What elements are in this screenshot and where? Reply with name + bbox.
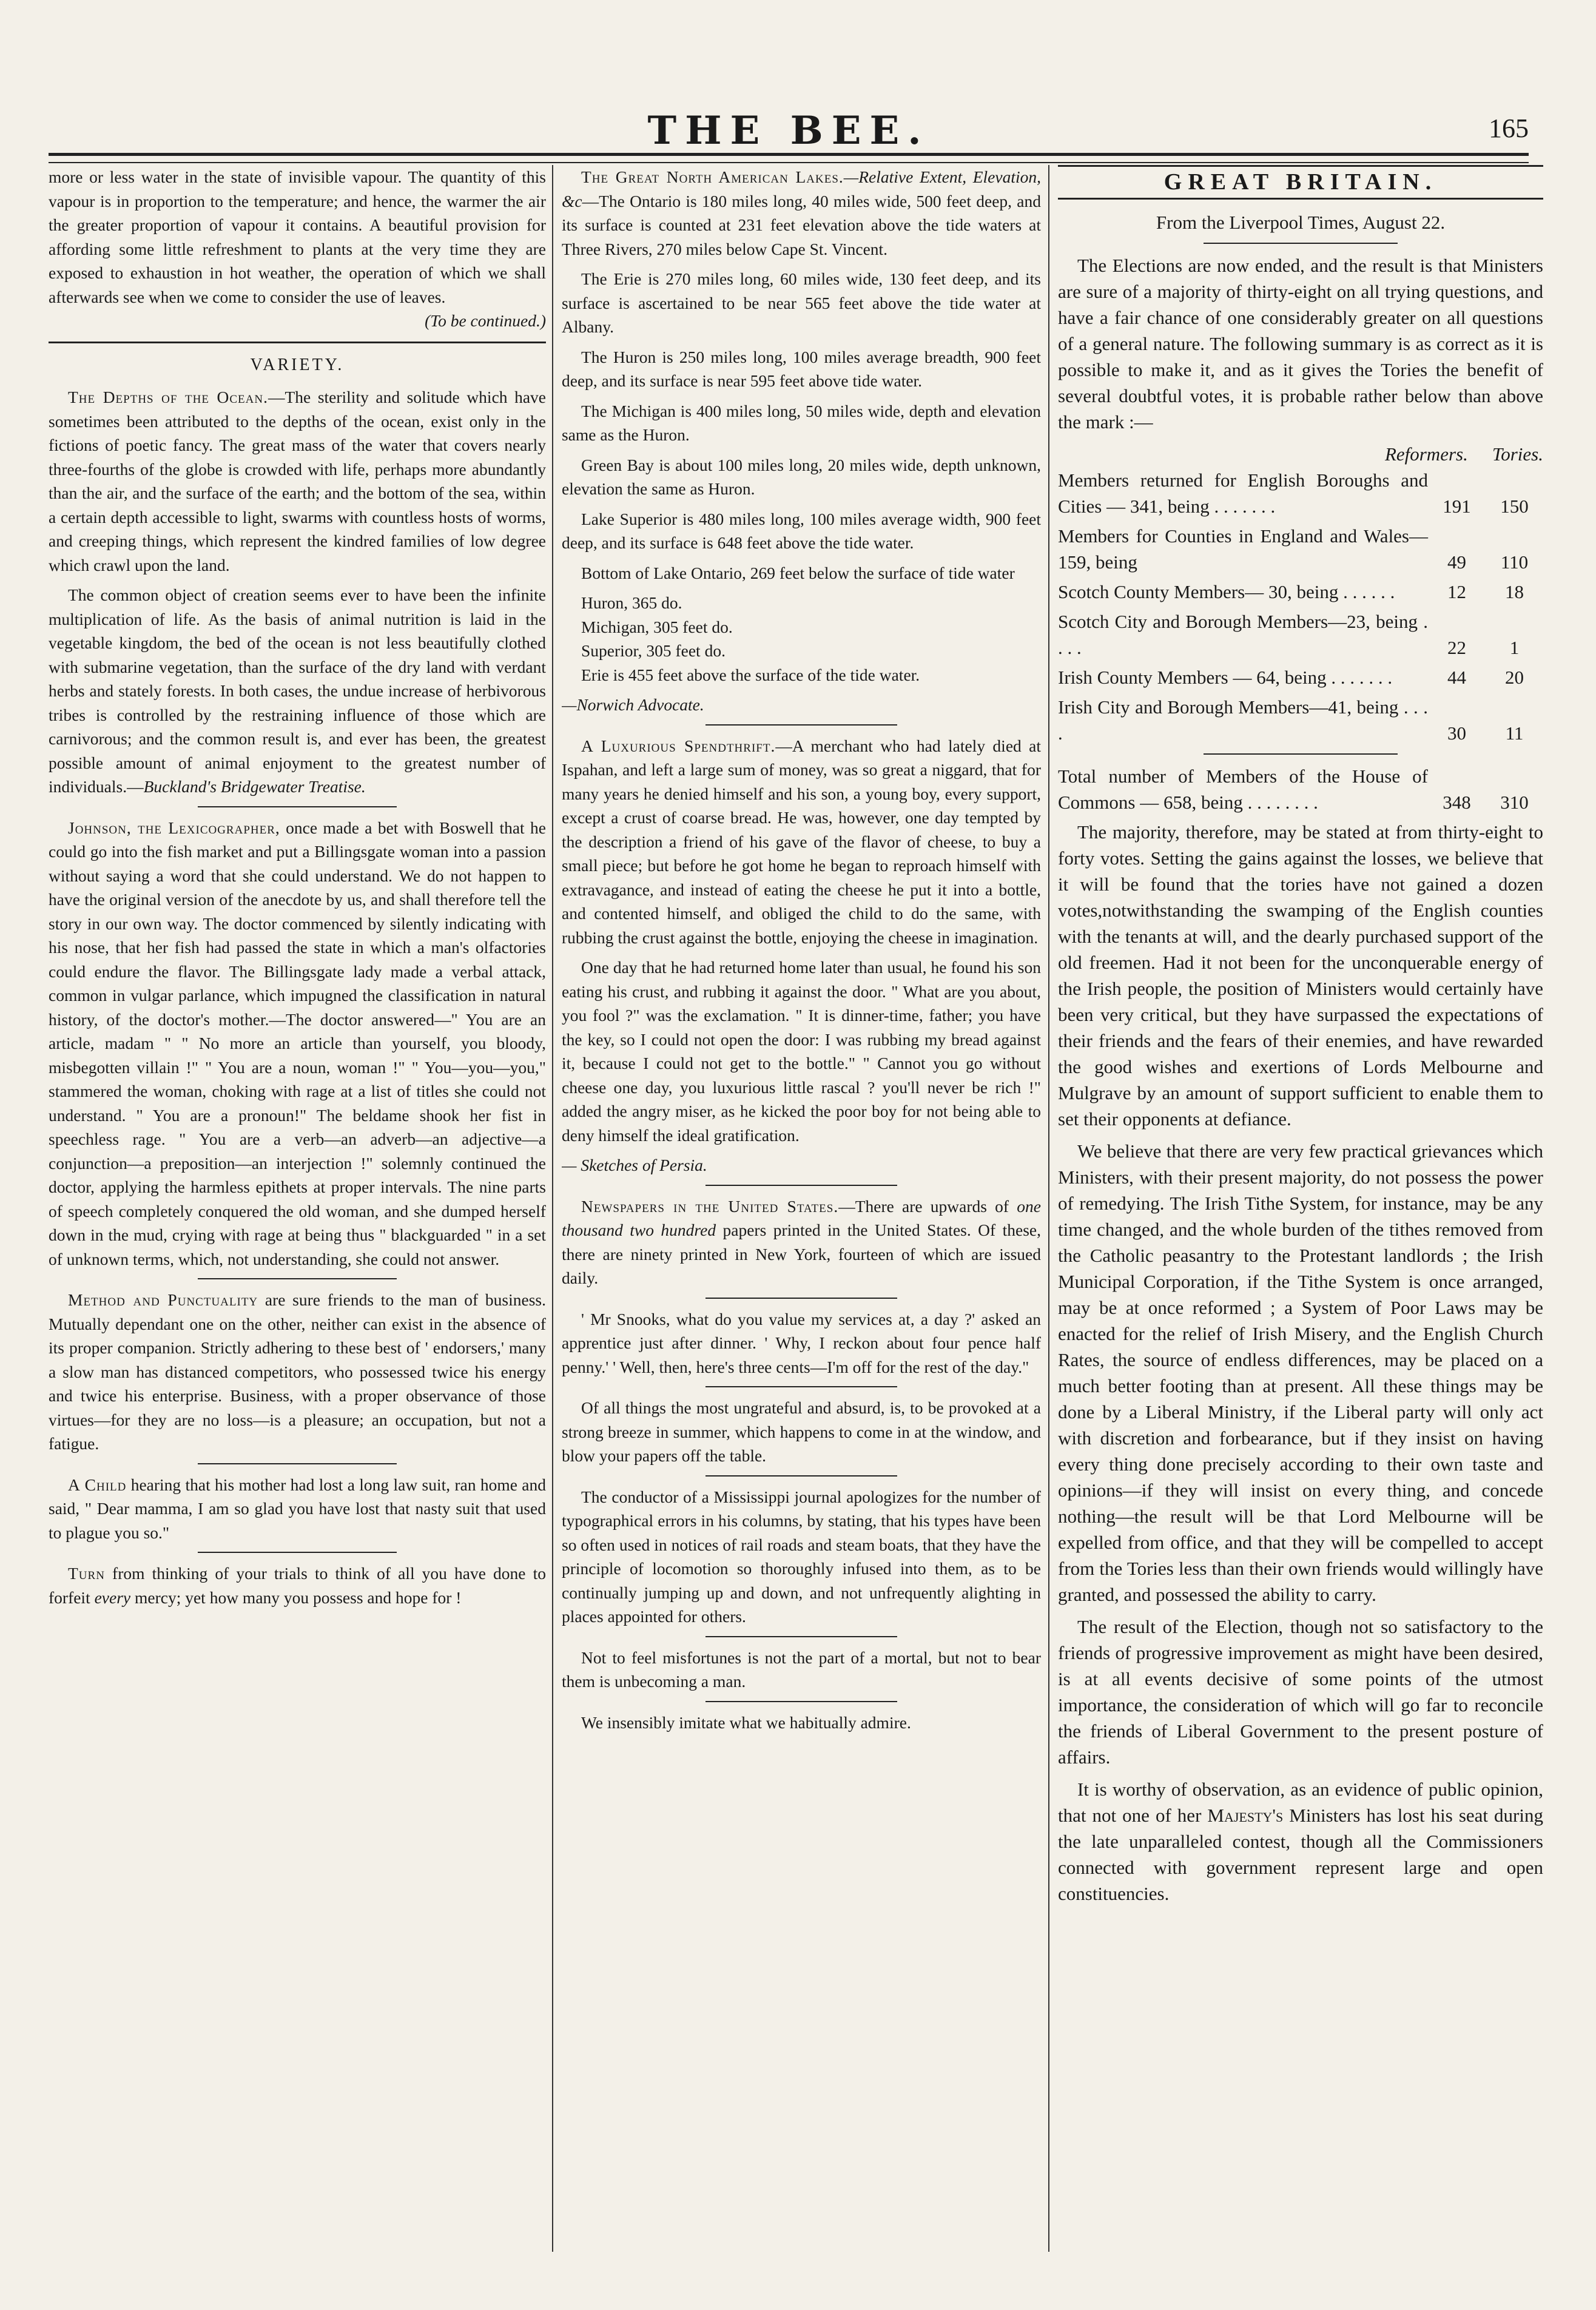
column-left bbox=[49, 165, 546, 2288]
article-johnson: Johnson, the Lexicographer, once made a bet with Boswell that he could go into the fish market and put a Billingsgate woman into a passion without saying a word that she could understand. We do not happen to have the original version of the anecdote by us, and shall therefore tell the story in our own way. The doctor commenced by silently indicating with his nose, that her fish had passed the state in which a man's olfactories could endure the flavor. The Billingsgate lady made a verbal attack, common in vulgar parlance, which impugned the classification in natural history, of the doctor's mother.—The doctor answered—" You are an article, madam " " No more an article than yourself, you bloody, misbegotten villain !" " You are a noun, woman !" " You—you—you," stammered the woman, choking with rage at a list of titles she could not understand. " You are a pronoun!" The beldame shook her fist in speechless rage. " You are a verb—an adverb—an adjective—a conjunction—a preposition—an interjection !" solemnly continued the doctor, applying the harmless epithets at proper intervals. The nine parts of speech completely conquered the old woman, and she dumped herself down in the mud, crying with rage at being thus " blackguarded " in a set of unknown terms, which, not understanding, she could not answer. bbox=[49, 818, 546, 1268]
header-rule bbox=[49, 153, 1529, 163]
election-intro: The Elections are now ended, and the result is that Ministers are sure of a majority of thirty-eight on all trying questions, and have a fair chance of one considerably greater on all questions of a general nature. The following summary is as correct as it is possible to make it, and as it gives the Tories the benefit of several doubtful votes, it is probable rather below than above the mark :— bbox=[1058, 255, 1543, 433]
col-header-reformers: Reformers. bbox=[1384, 443, 1468, 465]
article-method: Method and Punctuality are sure friends to the man of business. Mutually dependant one on the other, neither can exist in the absence of its proper companion. Strictly adhering to these best of ' endorsers,' many a slow man has distanced competitors, who possessed twice his energy and twice his enterprise. Business, with a proper observance of those virtues—for they are no loss—is a pleasure; an occupation, but not a fatigue. bbox=[49, 1290, 546, 1453]
masthead bbox=[49, 108, 1529, 153]
section-title: GREAT BRITAIN. bbox=[1058, 165, 1543, 200]
table-row: Members for Counties in England and Wales—159, being 49 110 bbox=[1058, 525, 1529, 573]
article-child: A Child hearing that his mother had lost a long law suit, ran home and said, " Dear mamma, I am so glad you have lost that nasty suit that used to plague you so." bbox=[49, 1475, 546, 1542]
paragraph: The majority, therefore, may be stated at from thirty-eight to forty votes. Setting the gains against the losses, we believe that it will be found that the tories have not gained a dozen votes,notwithstanding the swamping of the English counties with the tenants at will, and the dearly purchased support of the old freemen. Had it not been for the unconquerable energy of the Irish people, the position of Ministers would certainly have been very critical, but they have surpassed the expectations of their friends and the fears of their enemies, and have rewarded the good wishes and exertions of Lords Melbourne and Mulgrave by an amount of support sufficient to enable them to set their opponents at defiance. bbox=[1058, 821, 1543, 1130]
article-newspapers: Newspapers in the United States.—There are upwards of one thousand two hundred papers printed in the United States. Of these, there are ninety printed in New York, fourteen of which are issued daily. bbox=[562, 1196, 1041, 1287]
article-imitate: We insensibly imitate what we habitually admire. bbox=[581, 1712, 911, 1732]
table-row: Members returned for English Boroughs and Cities — 341, being . . . . . . . 191 150 bbox=[1058, 470, 1529, 517]
article-turn: Turn from thinking of your trials to think of all you have done to forfeit every mercy; yet how many you possess and hope for ! bbox=[49, 1564, 546, 1607]
article-continuation: more or less water in the state of invisible vapour. The quantity of this vapour is in proportion to the temperature; and hence, the warmer the air the greater proportion of vapour it contains. A beautiful provision for affording some little refreshment to plants at the very time they are exposed to exhaustion in hot weather, the operation of which we shall afterwards see when we come to consider the use of leaves. (To be continued.) bbox=[49, 167, 546, 330]
column-divider bbox=[1048, 165, 1049, 2252]
paragraph: It is worthy of observation, as an evidence of public opinion, that not one of her Majesty's Ministers has lost his seat during the late unparalleled contest, though all the Commissioners connected with government represent large and open constituencies. bbox=[1058, 1779, 1543, 1904]
table-header bbox=[1058, 441, 1543, 467]
article-absurd: Of all things the most ungrateful and absurd, is, to be provoked at a strong breeze in summer, which happens to come in at the window, and blow your papers off the table. bbox=[562, 1398, 1041, 1465]
article-conductor: The conductor of a Mississippi journal apologizes for the number of typographical errors in his columns, by stating, that his types have been so often used in notices of rail roads and steam boats, that they have the principle of locomotion so thoroughly infused into them, as to be continually jumping up and down, and not unfrequently alighting in places appointed for others. bbox=[562, 1487, 1041, 1626]
table-row: Scotch County Members— 30, being . . . . . . 12 18 bbox=[1058, 581, 1524, 602]
paragraph: We believe that there are very few practical grievances which Ministers, with their present majority, do not possess the power of remedying. The Irish Tithe System, for instance, may be any time changed, and the whole burden of the tithes removed from the Catholic peasantry to the Protestant landlords ; the Irish Municipal Corporation, if the Tithe System is once arranged, may be at once reformed ; a System of Poor Laws may be enacted for the relief of Irish Misery, and the English Church Rates, the source of endless differences, may be placed on a much better footing than at present. All these things may be done by a Liberal Ministry, if the Liberal party will only act with discretion and forbearance, but if they insist on having every thing done precisely according to their own taste and opinions—if they will insist on every thing, and concede nothing—the result will be that Lord Melbourne will be expelled from office, and that they will be compelled to accept from the Tories less than their own friends would willingly have granted, and possessed the ability to carry. bbox=[1058, 1140, 1543, 1605]
article-depths-cont: The common object of creation seems ever to have been the infinite multiplication of life. As the basis of animal nutrition is laid in the vegetable kingdom, the bed of the ocean is not less beautifully clothed with submarine vegetation, than the surface of the dry land with verdant herbs and stately forests. In both cases, the undue increase of herbivorous tribes is controlled by the restraining influence of those which are carnivorous; and the common result is, and ever has been, the greatest possible amount of animal enjoyment to the greatest number of individuals.—Buckland's Bridgewater Treatise. bbox=[49, 585, 546, 796]
article-lakes: The Great North American Lakes.—Relative Extent, Elevation, &c—The Ontario is 180 miles long, 40 miles wide, 500 feet deep, and its surface is counted at 231 feet elevation above the tide waters at Three Rivers, 270 miles below Cape St. Vincent. bbox=[562, 167, 1041, 258]
column-middle: The Great North American Lakes.—Relative Extent, Elevation, &c—The Ontario is 180 miles long, 40 miles wide, 500 feet deep, and its surface is counted at 231 feet elevation above the tide waters at Three Rivers, 270 miles below Cape St. Vincent. The Erie is 270 miles long, 60 miles wide, 130 feet deep, and its surface is ascertained to be near 565 feet above the tide water at Albany. The Huron is 250 miles long, 100 miles average breadth, 900 feet deep, and its surface is near 595 feet above tide water. The Michigan is 400 miles long, 50 miles wide, depth and elevation same as the Huron. Green Bay is about 100 miles long, 20 miles wide, depth unknown, elevation the same as Huron. Lake Superior is 480 miles long, 100 miles average width, 900 feet deep, and its surface is 648 feet above the tide water. Bottom of Lake Ontario, 269 feet below the surface of tide water Huron, 365 do. Michigan, 305 feet do. Superior, 305 feet do. Erie is 455 feet above the surface of the tide water. —Norwich Advocate. A Luxurious Spendthrift.—A merchant who had lately died at Ispahan, and left a large sum of money, was so great a niggard, that for many years he denied himself and his son, a young boy, every support, except a crust of coarse bread. He was, however, one day tempted by the description a friend of his gave of the flavor of cheese, to buy a small piece; but before he got home he began to reproach himself with extravagance, and instead of eating the cheese he put it into a bottle, and contented himself, and obliged the child to do the same, with rubbing the crust against the bottle, enjoying the cheese in imagination. One day that he had returned home later than usual, he found his son eating his crust, and rubbing it against the door. " What are you about, you fool ?" was the exclamation. " It is dinner-time, father; you have the key, so I could not open the door: I was rubbing my bread against it, because I could not get to the bottle." " Cannot you go without cheese one day, you luxurious little rascal ? you'll never be rich !" added the angry miser, as he kicked the poor boy for not being able to deny himself the ideal gratification. — Sketches of Persia. Newspapers in the United States.—There are upwards of one thousand two hundred papers printed in the United States. Of these, there are ninety printed in New York, fourteen of which are issued daily. ' Mr Snooks, what do you value my services at, a day ?' asked an apprentice just after dinner. ' Why, I reckon about four pence half penny.' ' Well, then, here's three cents—I'm off for the rest of the day." Of all things the most ungrateful and absurd, is, to be provoked at a strong breeze in summer, which happens to come in at the window, and blow your papers off the table. The conductor of a Mississippi journal apologizes for the number of typographical errors in his columns, by stating, that his types have been so often used in notices of rail roads and steam boats, that they have the principle of locomotion so thoroughly infused into them, as to be continually jumping up and down, and not unfrequently alighting in places appointed for others. Not to feel misfortunes is not the part of a mortal, but not to bear them is unbecoming a man. We insensibly imitate what we habitually admire. bbox=[562, 165, 1041, 2288]
col-header-tories: Tories. bbox=[1492, 443, 1543, 465]
election-table bbox=[1058, 467, 1543, 815]
newspaper-title: THE BEE. bbox=[647, 108, 930, 153]
table-total-row: Total number of Members of the House of Commons — 658, being . . . . . . . . 348 310 bbox=[1058, 766, 1529, 813]
table-row: Irish County Members — 64, being . . . . . . . 44 20 bbox=[1058, 667, 1524, 688]
column-divider bbox=[552, 165, 553, 2252]
section-rule bbox=[49, 342, 546, 343]
article-misfortune: Not to feel misfortunes is not the part of a mortal, but not to bear them is unbecoming a man. bbox=[562, 1648, 1041, 1691]
table-row: Scotch City and Borough Members—23, being . . . . 22 1 bbox=[1058, 611, 1520, 658]
article-depths: The Depths of the Ocean.—The sterility and solitude which have sometimes been attributed to the depths of the ocean, exist only in the fictions of poetic fancy. The great mass of the water that covers nearly three-fourths of the globe is crowded with life, perhaps more abundantly than the air, and the surface of the earth; and the bottom of the sea, within a certain depth accessible to light, swarms with countless hosts of worms, and creeping things, which represent the kindred families of low degree which crawl upon the land. bbox=[49, 388, 546, 574]
column-right bbox=[1058, 165, 1543, 2288]
article-spendthrift: A Luxurious Spendthrift.—A merchant who had lately died at Ispahan, and left a large sum of money, was so great a niggard, that for many years he denied himself and his son, a young boy, every support, except a crust of coarse bread. He was, however, one day tempted by the description a friend of his gave of the flavor of cheese, to buy a small piece; but before he got home he began to reproach himself with extravagance, and instead of eating the cheese he put it into a bottle, and contented himself, and obliged the child to do the same, with rubbing the crust against the bottle, enjoying the cheese in imagination. bbox=[562, 736, 1041, 947]
page-number: 165 bbox=[1489, 113, 1529, 143]
section-heading: VARIETY. bbox=[250, 355, 345, 374]
source-line: From the Liverpool Times, August 22. bbox=[1156, 212, 1446, 233]
article-snooks: ' Mr Snooks, what do you value my services at, a day ?' asked an apprentice just after dinner. ' Why, I reckon about four pence half penny.' ' Well, then, here's three cents—I'm off for the rest of the day." bbox=[562, 1309, 1041, 1376]
paragraph: The result of the Election, though not so satisfactory to the friends of progressive improvement as might have been desired, is at all events decisive of some points of the utmost importance, the consideration of which will go far to reconcile the friends of Liberal Government to the present posture of affairs. bbox=[1058, 1616, 1543, 1768]
table-row: Irish City and Borough Members—41, being . . . . 30 11 bbox=[1058, 696, 1524, 744]
